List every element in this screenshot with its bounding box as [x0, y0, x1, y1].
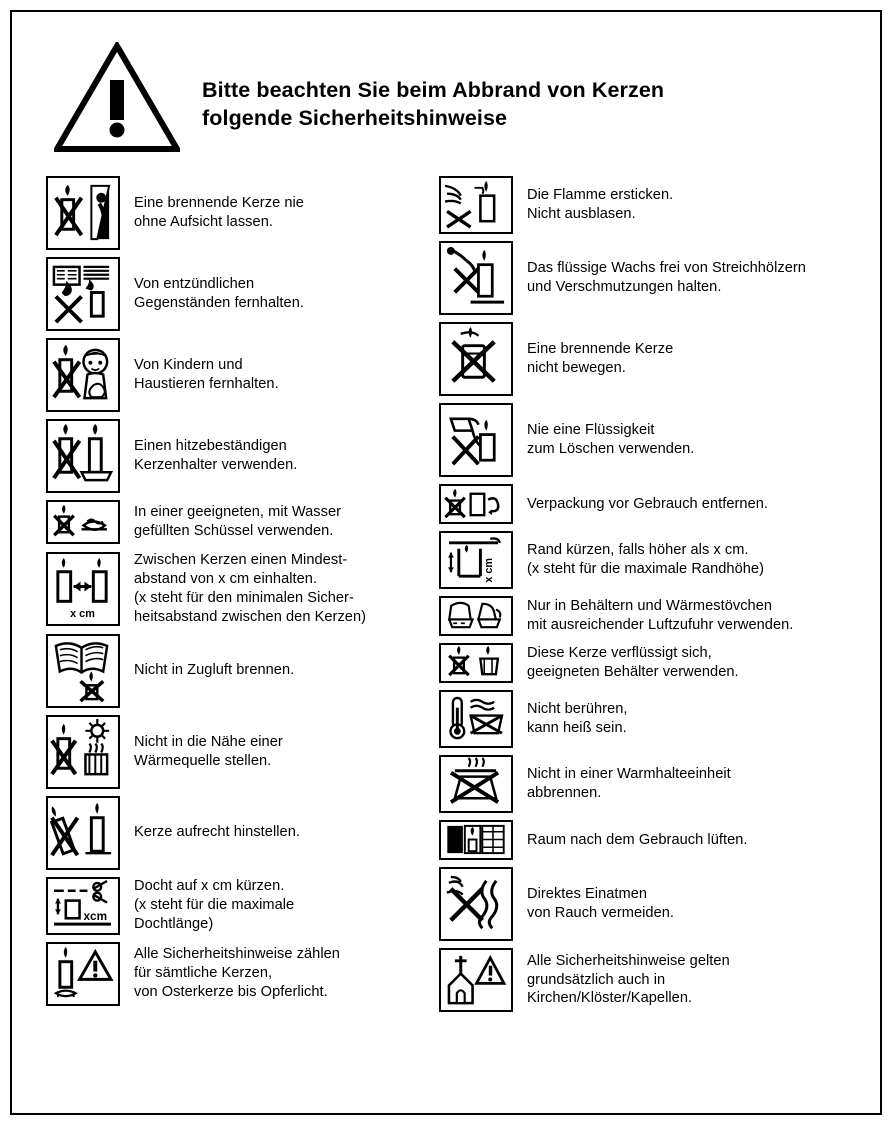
text-line: Einen hitzebeständigen [134, 438, 287, 455]
text-line: mit ausreichender Luftzufuhr verwenden. [527, 617, 794, 633]
list-item [439, 531, 869, 589]
list-item [46, 257, 431, 331]
list-item-text [527, 259, 806, 297]
trim-rim-icon [439, 531, 513, 589]
all-candles-icon [46, 942, 120, 1006]
text-line: Nur in Behältern und Wärmestövchen [527, 598, 773, 615]
page-title [202, 42, 664, 133]
minimum-distance-icon [46, 552, 120, 626]
no-heat-source-icon [46, 715, 120, 789]
text-line: Nicht ausblasen. [527, 206, 636, 222]
list-item-text [527, 700, 628, 738]
page-frame [10, 10, 882, 1115]
list-item [46, 176, 431, 250]
list-item-text [527, 186, 673, 224]
trim-wick-icon [46, 877, 120, 935]
text-line: Nicht in einer Warmhalteeinheit [527, 766, 731, 783]
text-line: Alle Sicherheitshinweise zählen [134, 946, 340, 963]
text-line: Dochtlänge) [134, 916, 214, 933]
text-line: Von Kindern und [134, 357, 243, 374]
list-item-text [527, 885, 674, 923]
text-line: Kirchen/Klöster/Kapellen. [527, 990, 693, 1007]
list-item [439, 176, 869, 234]
list-item-text [527, 644, 739, 682]
warmer-ventilation-icon [439, 596, 513, 636]
text-line: Wärmequelle stellen. [134, 752, 272, 769]
text-line: Kerzenhalter verwenden. [134, 457, 298, 473]
list-item [46, 551, 431, 627]
header [28, 30, 864, 168]
text-line: (x steht für den minimalen Sicher- [134, 589, 354, 606]
list-item [439, 948, 869, 1012]
text-line: Nicht in Zugluft brennen. [134, 662, 295, 679]
svg-text:x cm: x cm [483, 558, 496, 583]
text-line: Rand kürzen, falls höher als x cm. [527, 542, 749, 559]
text-line: (x steht für die maximale [134, 897, 295, 914]
text-line: Eine brennende Kerze [527, 341, 674, 358]
no-warming-unit-icon [439, 755, 513, 813]
text-line: Nicht in die Nähe einer [134, 733, 283, 750]
no-matches-in-wax-icon [439, 241, 513, 315]
text-line: kann heiß sein. [527, 720, 627, 736]
text-line: Kerze aufrecht hinstellen. [134, 824, 300, 841]
list-item-text [527, 952, 730, 1009]
text-line: gefüllten Schüssel verwenden. [134, 523, 334, 539]
no-smoke-inhalation-icon [439, 867, 513, 941]
list-item-text [527, 541, 764, 579]
text-line: von Osterkerze bis Opferlicht. [134, 984, 328, 1001]
text-line: ohne Aufsicht lassen. [134, 214, 273, 230]
text-line: Alle Sicherheitshinweise gelten [527, 952, 730, 969]
warning-triangle-icon [54, 42, 180, 154]
list-item [46, 634, 431, 708]
text-line: Eine brennende Kerze nie [134, 195, 304, 212]
flammable-objects-icon [46, 257, 120, 331]
list-item [439, 403, 869, 477]
no-draft-icon [46, 634, 120, 708]
text-line: Das flüssige Wachs frei von Streichhölzern [527, 260, 806, 277]
list-item-text [134, 503, 341, 541]
instructions-columns [28, 168, 864, 1019]
list-item-text [527, 421, 694, 459]
list-item [439, 596, 869, 636]
no-liquid-extinguish-icon [439, 403, 513, 477]
list-item-text [134, 945, 340, 1002]
list-item-text [527, 831, 748, 850]
text-line: Diese Kerze verflüssigt sich, [527, 645, 712, 662]
candle-unattended-icon [46, 176, 120, 250]
upright-candle-icon [46, 796, 120, 870]
list-item [46, 877, 431, 935]
text-line: grundsätzlich auch in [527, 971, 666, 988]
remove-packaging-icon [439, 484, 513, 524]
text-line: abbrennen. [527, 785, 602, 801]
svg-text:xcm: xcm [83, 910, 108, 924]
text-line: Die Flamme ersticken. [527, 187, 674, 204]
list-item-text [134, 661, 294, 680]
snuff-flame-icon [439, 176, 513, 234]
page-title-line1: Bitte beachten Sie beim Abbrand von Kerzen [202, 78, 665, 102]
do-not-move-candle-icon [439, 322, 513, 396]
list-item-text [134, 194, 304, 232]
right-column [439, 176, 869, 1019]
text-line: für sämtliche Kerzen, [134, 965, 273, 982]
text-line: heitsabstand zwischen den Kerzen) [134, 608, 367, 625]
text-line: abstand von x cm einhalten. [134, 570, 318, 587]
children-pets-icon [46, 338, 120, 412]
text-line: In einer geeigneten, mit Wasser [134, 504, 342, 521]
church-icon [439, 948, 513, 1012]
list-item-text [134, 551, 366, 627]
text-line: (x steht für die maximale Randhöhe) [527, 561, 764, 577]
list-item [439, 322, 869, 396]
text-line: Von entzündlichen [134, 276, 255, 293]
list-item [46, 500, 431, 544]
list-item [46, 419, 431, 493]
text-line: von Rauch vermeiden. [527, 905, 675, 921]
list-item [439, 820, 869, 860]
ventilate-room-icon [439, 820, 513, 860]
list-item [439, 484, 869, 524]
list-item-text [134, 733, 283, 771]
text-line: Docht auf x cm kürzen. [134, 878, 285, 895]
list-item [46, 942, 431, 1006]
text-line: geeigneten Behälter verwenden. [527, 664, 739, 680]
text-line: Direktes Einatmen [527, 886, 648, 903]
text-line: zum Löschen verwenden. [527, 441, 695, 457]
list-item-text [134, 437, 297, 475]
list-item-text [527, 340, 673, 378]
list-item-text [527, 495, 768, 514]
list-item [46, 338, 431, 412]
hot-surface-icon [439, 690, 513, 748]
list-item-text [134, 275, 304, 313]
list-item-text [527, 597, 793, 635]
list-item [46, 796, 431, 870]
heat-resistant-holder-icon [46, 419, 120, 493]
list-item [439, 755, 869, 813]
text-line: und Verschmutzungen halten. [527, 279, 722, 295]
list-item [439, 690, 869, 748]
text-line: Zwischen Kerzen einen Mindest- [134, 552, 348, 568]
text-line: Raum nach dem Gebrauch lüften. [527, 831, 748, 848]
water-filled-bowl-icon [46, 500, 120, 544]
list-item [439, 643, 869, 683]
list-item [439, 241, 869, 315]
text-line: Nicht berühren, [527, 701, 628, 718]
liquefying-candle-icon [439, 643, 513, 683]
text-line: Verpackung vor Gebrauch entfernen. [527, 495, 769, 512]
list-item [46, 715, 431, 789]
page-title-line2: folgende Sicherheitshinweise [202, 106, 508, 131]
list-item-text [134, 356, 279, 394]
left-column [46, 176, 431, 1019]
svg-text:x cm: x cm [70, 608, 95, 621]
text-line: Haustieren fernhalten. [134, 376, 279, 392]
list-item-text [134, 823, 300, 842]
text-line: Nie eine Flüssigkeit [527, 422, 655, 439]
list-item-text [134, 877, 294, 934]
text-line: nicht bewegen. [527, 360, 626, 376]
text-line: Gegenständen fernhalten. [134, 295, 304, 311]
list-item [439, 867, 869, 941]
list-item-text [527, 765, 731, 803]
